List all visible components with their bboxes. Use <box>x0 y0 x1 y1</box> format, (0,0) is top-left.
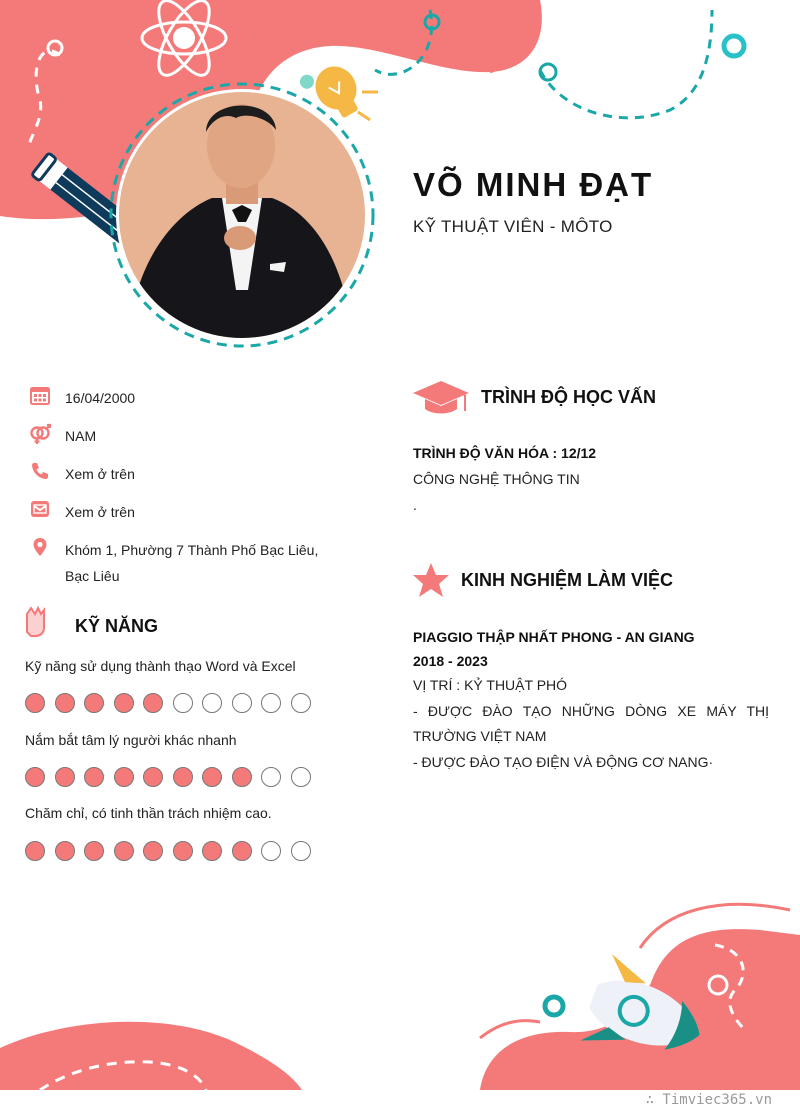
teal-ring-icon <box>724 36 744 56</box>
rating-dot-filled <box>84 841 104 861</box>
rating-dot-filled <box>114 767 134 787</box>
rating-dot-filled <box>143 693 163 713</box>
rating-dot-filled <box>55 841 75 861</box>
gender-text: NAM <box>65 428 97 444</box>
experience-detail-item: - ĐƯỢC ĐÀO TẠO NHỮNG DÒNG XE MÁY THỊ TRƯỜNG VIỆT NAM <box>413 702 769 744</box>
rating-dot-filled <box>202 767 222 787</box>
teal-ring-bottom-icon <box>545 997 563 1015</box>
rating-dot-filled <box>173 841 193 861</box>
experience-title: KINH NGHIỆM LÀM VIỆC <box>461 570 674 590</box>
phone-icon <box>30 461 50 481</box>
address-text: Khóm 1, Phường 7 Thành Phố Bạc Liêu, Bạc Liêu <box>65 542 319 584</box>
rating-dot-filled <box>25 841 45 861</box>
skills-title: KỸ NĂNG <box>75 616 159 636</box>
skill-rating <box>25 693 325 715</box>
rating-dot-filled <box>84 693 104 713</box>
rating-dot-empty <box>232 693 252 713</box>
rating-dot-filled <box>143 767 163 787</box>
experience-company: PIAGGIO THẬP NHẤT PHONG - AN GIANG <box>413 629 695 645</box>
experience-position: VỊ TRÍ : KỶ THUẬT PHÓ <box>413 677 568 693</box>
rating-dot-filled <box>55 767 75 787</box>
skill-label: Kỹ năng sử dụng thành thạo Word và Excel <box>25 658 296 674</box>
rating-dot-filled <box>202 841 222 861</box>
experience-period: 2018 - 2023 <box>413 653 488 669</box>
rating-dot-filled <box>143 841 163 861</box>
candidate-name: VÕ MINH ĐẠT <box>413 166 654 203</box>
skill-rating <box>25 841 325 863</box>
rating-dot-empty <box>202 693 222 713</box>
job-title: KỸ THUẬT VIÊN - MÔTO <box>413 217 613 236</box>
rating-dot-filled <box>55 693 75 713</box>
bottom-left-pink-blob <box>0 1022 302 1090</box>
education-note: . <box>413 497 417 513</box>
experience-details <box>413 673 769 775</box>
education-level: TRÌNH ĐỘ VĂN HÓA : 12/12 <box>413 445 597 461</box>
phone-text: Xem ở trên <box>65 466 135 482</box>
calendar-icon <box>30 385 50 405</box>
rating-dot-filled <box>114 841 134 861</box>
graduation-cap-icon <box>413 381 469 414</box>
rating-dot-empty <box>261 767 281 787</box>
rating-dot-filled <box>114 693 134 713</box>
rating-dot-filled <box>232 767 252 787</box>
rating-dot-filled <box>232 841 252 861</box>
rating-dot-empty <box>291 693 311 713</box>
rating-dot-empty <box>261 693 281 713</box>
watermark: ∴ Timviec365.vn <box>645 1092 772 1108</box>
rating-dot-filled <box>25 767 45 787</box>
hand-icon <box>27 608 44 636</box>
location-icon <box>30 537 50 557</box>
experience-detail-item: - ĐƯỢC ĐÀO TẠO ĐIỆN VÀ ĐỘNG CƠ NANG· <box>413 753 714 770</box>
skill-label: Chăm chỉ, có tinh thần trách nhiệm cao. <box>25 805 272 821</box>
rating-dot-filled <box>25 693 45 713</box>
rating-dot-filled <box>84 767 104 787</box>
rating-dot-empty <box>261 841 281 861</box>
education-title: TRÌNH ĐỘ HỌC VẤN <box>481 387 656 407</box>
skill-rating <box>25 767 325 789</box>
education-major: CÔNG NGHỆ THÔNG TIN <box>413 471 580 487</box>
gender-icon <box>29 423 51 445</box>
email-text: Xem ở trên <box>65 504 135 520</box>
rating-dot-empty <box>291 841 311 861</box>
rating-dot-empty <box>173 693 193 713</box>
rating-dot-filled <box>173 767 193 787</box>
skill-label: Nắm bắt tâm lý người khác nhanh <box>25 732 237 748</box>
email-icon <box>30 499 50 519</box>
star-icon <box>413 563 449 597</box>
rating-dot-empty <box>291 767 311 787</box>
birthdate-text: 16/04/2000 <box>65 390 136 406</box>
